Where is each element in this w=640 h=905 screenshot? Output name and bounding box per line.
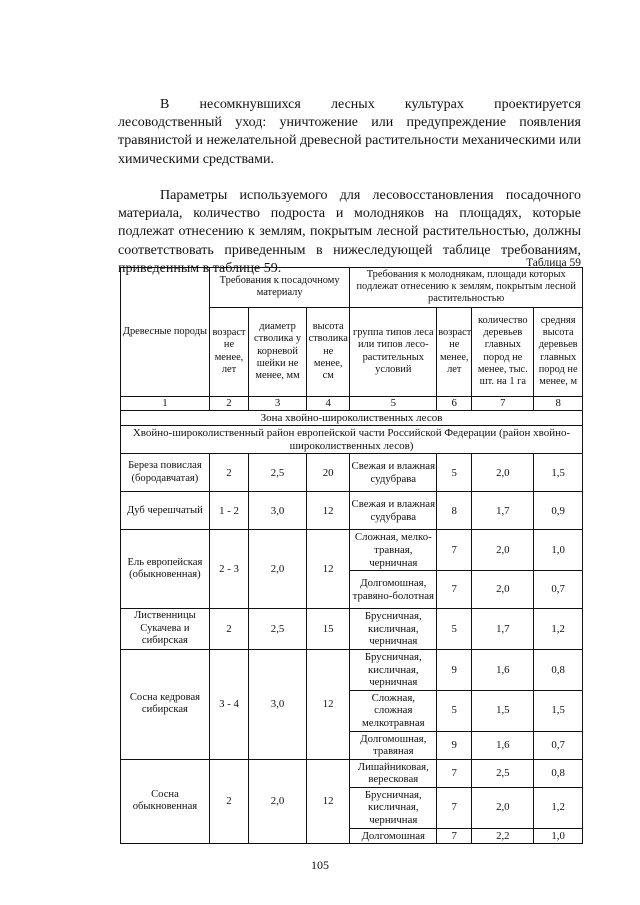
young-age: 5 (437, 454, 472, 492)
young-age: 7 (437, 787, 472, 828)
table-row (121, 492, 583, 530)
paragraph-2: Параметры используемого для лесовосстановления посадочного материала, количество подроста и молодняков на площадях, которые подлежат отнесению к землям, покрытым лесной растительностью, должны соответствовать приведенным в нижеследующей таблице требованиям, приведенным в таблице 59. (118, 188, 581, 276)
header-tree-count: количество деревьев главных пород не менее, тыс. шт. на 1 га (472, 307, 534, 396)
young-age: 7 (437, 828, 472, 844)
young-age: 7 (437, 530, 472, 571)
header-avg-height: средняя высота деревьев главных пород не менее, м (534, 307, 583, 396)
planting-diameter: 3,0 (249, 649, 307, 759)
planting-age: 2 (209, 609, 248, 650)
planting-height: 12 (306, 759, 349, 844)
region-row: Хвойно-широколиственный район европейской части Российской Федерации (район хвойно-широколиственных лесов) (121, 426, 583, 454)
young-age: 9 (437, 731, 472, 759)
planting-diameter: 2,5 (249, 609, 307, 650)
species-name: Сосна кедровая сибирская (121, 649, 210, 759)
young-age: 7 (437, 759, 472, 787)
avg-height: 0,8 (534, 649, 583, 690)
col-number: 3 (249, 396, 307, 410)
tree-count: 2,5 (472, 759, 534, 787)
young-age: 8 (437, 492, 472, 530)
header-diameter: диаметр стволика у корневой шейки не менее, мм (249, 307, 307, 396)
tree-count: 1,7 (472, 609, 534, 650)
table-caption: Таблица 59 (526, 257, 581, 269)
table-row (121, 649, 583, 690)
tree-count: 2,0 (472, 787, 534, 828)
forest-type: Сложная, мелко-травная, черничная (350, 530, 437, 571)
planting-diameter: 2,0 (249, 530, 307, 609)
col-number: 8 (534, 396, 583, 410)
planting-diameter: 2,5 (249, 454, 307, 492)
col-number: 4 (306, 396, 349, 410)
header-height: высота стволика не менее, см (306, 307, 349, 396)
tree-count: 1,5 (472, 690, 534, 731)
table-row (121, 454, 583, 492)
planting-age: 3 - 4 (209, 649, 248, 759)
paragraph-1: В несомкнувшихся лесных культурах проектируется лесоводственный уход: уничтожение или предупреждение появления травянистой и нежелательной древесной растительности механическими или химическими средствами. (118, 97, 581, 167)
young-age: 9 (437, 649, 472, 690)
forest-type: Брусничная, кисличная, черничная (350, 609, 437, 650)
avg-height: 1,0 (534, 828, 583, 844)
young-age: 7 (437, 571, 472, 609)
forest-type: Свежая и влажная судубрава (350, 492, 437, 530)
planting-age: 1 - 2 (209, 492, 248, 530)
planting-age: 2 - 3 (209, 530, 248, 609)
tree-count: 2,0 (472, 571, 534, 609)
forest-type: Брусничная, кисличная, черничная (350, 649, 437, 690)
avg-height: 1,2 (534, 609, 583, 650)
forest-type: Сложная, сложная мелкотравная (350, 690, 437, 731)
planting-height: 12 (306, 649, 349, 759)
header-species: Древесные породы (121, 268, 210, 397)
col-number: 1 (121, 396, 210, 410)
table-row (121, 530, 583, 571)
tree-count: 2,0 (472, 454, 534, 492)
header-planting-material: Требования к посадочному материалу (209, 268, 350, 308)
tree-count: 2,0 (472, 530, 534, 571)
table-row (121, 759, 583, 787)
tree-count: 1,6 (472, 731, 534, 759)
planting-age: 2 (209, 454, 248, 492)
header-forest-types: группа типов леса или типов лесо-растительных условий (350, 307, 437, 396)
avg-height: 1,5 (534, 454, 583, 492)
avg-height: 0,7 (534, 571, 583, 609)
requirements-table (120, 267, 583, 844)
col-number: 7 (472, 396, 534, 410)
col-number: 2 (209, 396, 248, 410)
forest-type: Долгомошная, травяная (350, 731, 437, 759)
avg-height: 1,5 (534, 690, 583, 731)
tree-count: 2,2 (472, 828, 534, 844)
page-number: 105 (311, 858, 329, 872)
species-name: Лиственницы Сукачева и сибирская (121, 609, 210, 650)
col-number: 5 (350, 396, 437, 410)
forest-type: Долгомошная (350, 828, 437, 844)
avg-height: 1,0 (534, 530, 583, 571)
planting-diameter: 2,0 (249, 759, 307, 844)
planting-age: 2 (209, 759, 248, 844)
species-name: Сосна обыкновенная (121, 759, 210, 844)
avg-height: 0,8 (534, 759, 583, 787)
avg-height: 0,9 (534, 492, 583, 530)
table-row (121, 609, 583, 650)
planting-height: 15 (306, 609, 349, 650)
col-number: 6 (437, 396, 472, 410)
forest-type: Лишайниковая, вересковая (350, 759, 437, 787)
forest-type: Брусничная, кисличная, черничная (350, 787, 437, 828)
header-age-young: возраст не менее, лет (437, 307, 472, 396)
species-name: Ель европейская (обыкновенная) (121, 530, 210, 609)
tree-count: 1,6 (472, 649, 534, 690)
planting-height: 12 (306, 530, 349, 609)
planting-height: 20 (306, 454, 349, 492)
young-age: 5 (437, 609, 472, 650)
planting-diameter: 3,0 (249, 492, 307, 530)
header-young-stands: Требования к молоднякам, площади которых подлежат отнесению к землям, покрытым лесной растительностью (350, 268, 583, 308)
species-name: Береза повислая (бородавчатая) (121, 454, 210, 492)
forest-type: Долгомошная, травяно-болотная (350, 571, 437, 609)
zone-row: Зона хвойно-широколиственных лесов (121, 410, 583, 426)
header-age: возраст не менее, лет (209, 307, 248, 396)
tree-count: 1,7 (472, 492, 534, 530)
column-numbers-row (121, 396, 583, 410)
species-name: Дуб черешчатый (121, 492, 210, 530)
planting-height: 12 (306, 492, 349, 530)
forest-type: Свежая и влажная судубрава (350, 454, 437, 492)
avg-height: 1,2 (534, 787, 583, 828)
avg-height: 0,7 (534, 731, 583, 759)
young-age: 5 (437, 690, 472, 731)
